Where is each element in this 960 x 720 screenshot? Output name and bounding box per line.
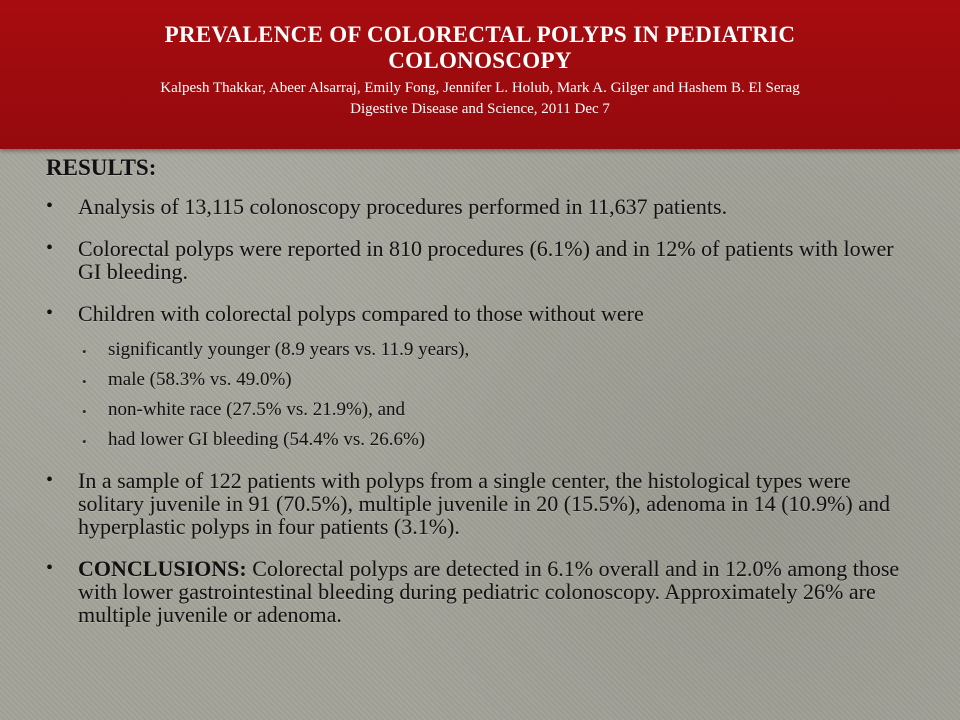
conclusions-label: CONCLUSIONS:	[78, 556, 247, 581]
journal-citation: Digestive Disease and Science, 2011 Dec 7	[350, 101, 610, 117]
sub-item-text: had lower GI bleeding (54.4% vs. 26.6%)	[108, 429, 426, 450]
sub-bullet-icon: •	[82, 344, 87, 359]
slide-header	[0, 0, 960, 149]
authors-line: Kalpesh Thakkar, Abeer Alsarraj, Emily Fong, Jennifer L. Holub, Mark A. Gilger and Hashem B. El Serag	[160, 80, 800, 96]
bullet-text: Colorectal polyps were reported in 810 procedures (6.1%) and in 12% of patients with lower GI bleeding.	[78, 236, 894, 284]
sub-item-text: non-white race (27.5% vs. 21.9%), and	[108, 399, 406, 420]
results-item-conclusions	[46, 557, 906, 626]
results-heading: RESULTS:	[46, 155, 157, 180]
sub-item-text: male (58.3% vs. 49.0%)	[108, 369, 292, 390]
sub-item-text: significantly younger (8.9 years vs. 11.9 years),	[108, 339, 470, 360]
sub-item-bleeding	[78, 429, 906, 450]
results-item-comparison	[46, 302, 906, 450]
bullet-icon: •	[46, 195, 54, 217]
comparison-sublist	[78, 339, 906, 450]
results-item-analysis	[46, 195, 906, 218]
sub-item-age	[78, 339, 906, 360]
sub-bullet-icon: •	[82, 434, 87, 449]
bullet-text: Analysis of 13,115 colonoscopy procedures performed in 11,637 patients.	[78, 194, 728, 219]
slide-title: PREVALENCE OF COLORECTAL POLYPS IN PEDIATRIC COLONOSCOPY	[164, 22, 796, 73]
bullet-icon: •	[46, 302, 54, 324]
results-item-histology	[46, 469, 906, 538]
slide-content	[46, 153, 906, 645]
results-list	[46, 195, 906, 626]
results-item-polyps-reported	[46, 237, 906, 283]
bullet-text: In a sample of 122 patients with polyps from a single center, the histological types were solitary juvenile in 91 (70.5%), multiple juvenile in 20 (15.5%), adenoma in 14 (10.9%) and hyperplastic polyps in four patients (3.1%).	[78, 468, 890, 539]
bullet-text: Children with colorectal polyps compared to those without were	[78, 301, 644, 326]
conclusions-text: Colorectal polyps are detected in 6.1% overall and in 12.0% among those with lower gastrointestinal bleeding during pediatric colonoscopy. Approximately 26% are multiple juvenile or adenoma.	[78, 556, 900, 627]
sub-bullet-icon: •	[82, 404, 87, 419]
sub-item-race	[78, 399, 906, 420]
sub-item-male	[78, 369, 906, 390]
sub-bullet-icon: •	[82, 374, 87, 389]
bullet-icon: •	[46, 237, 54, 259]
bullet-icon: •	[46, 469, 54, 491]
bullet-icon: •	[46, 557, 54, 579]
